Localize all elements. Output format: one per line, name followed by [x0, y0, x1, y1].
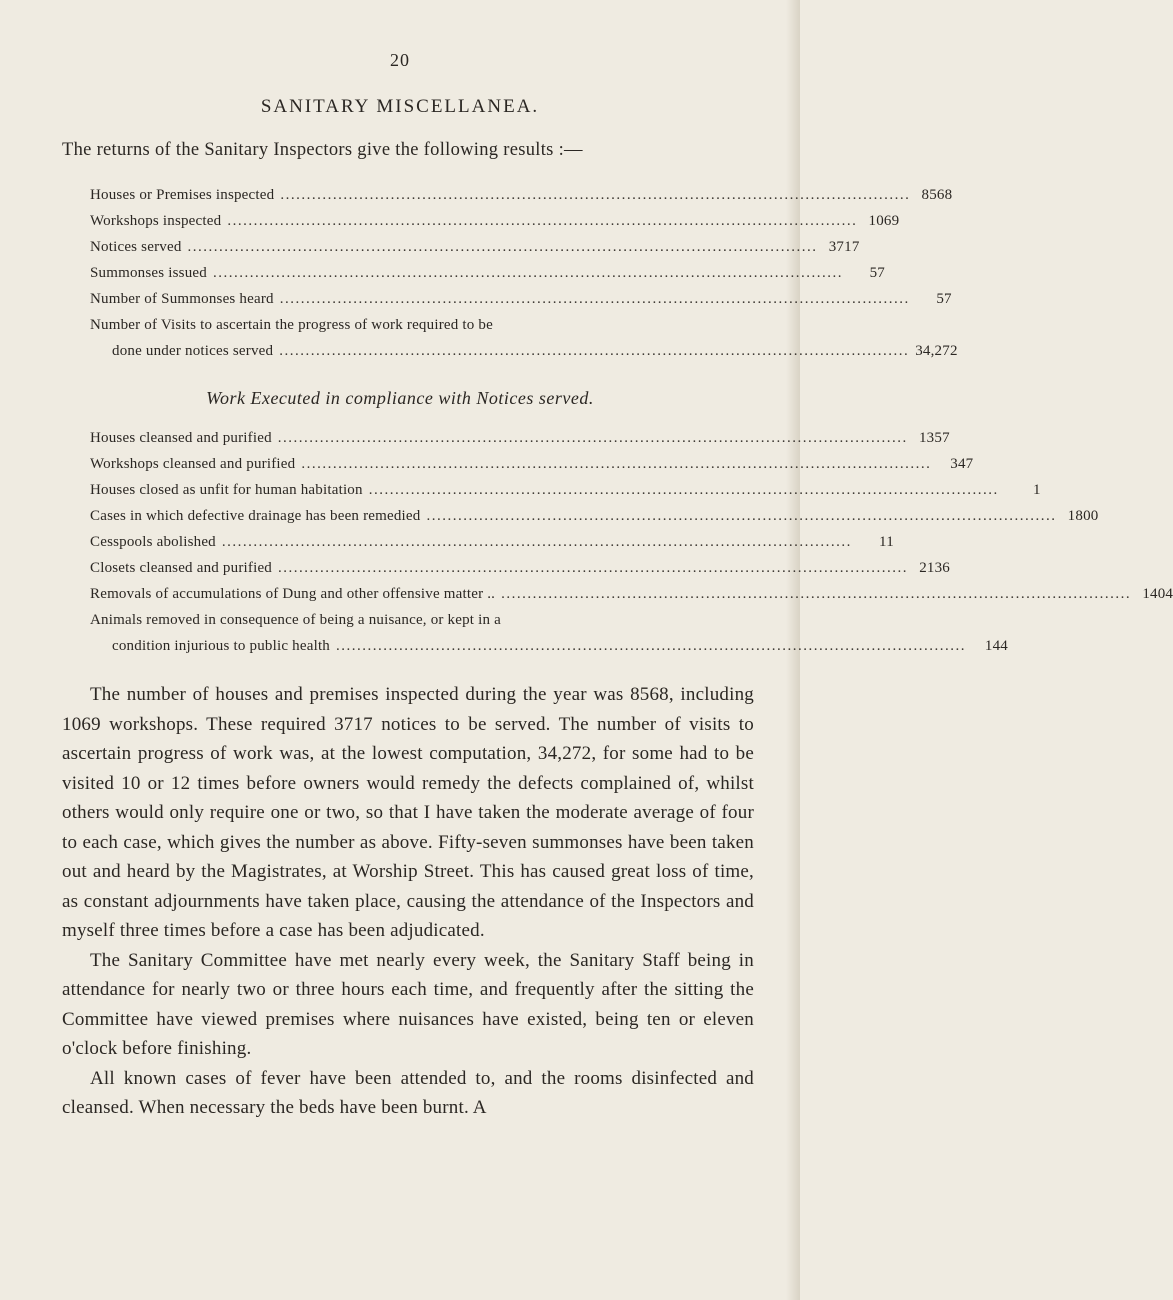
item-label: Removals of accumulations of Dung and other offensive matter .. [90, 586, 496, 602]
leader-dots: ........................................................................................................................ [279, 291, 910, 307]
leader-dots: ........................................................................................................................ [212, 265, 843, 281]
item-value: 1357 [918, 430, 950, 446]
item-value: 1800 [1067, 508, 1099, 524]
item-label: Animals removed in consequence of being a nuisance, or kept in a [90, 612, 502, 628]
paragraph: The Sanitary Committee have met nearly every week, the Sanitary Staff being in attendance for nearly two or three hours each time, and frequently after the sitting the Committee have viewed premises where nuisances have existed, being ten or eleven o'clock before finishing. [62, 949, 754, 1059]
list-item [90, 529, 894, 555]
intro-text: The returns of the Sanitary Inspectors give the following results :— [62, 140, 583, 160]
item-value: 1 [1033, 482, 1041, 498]
item-label: Houses or Premises inspected [90, 187, 275, 203]
item-value: 144 [984, 638, 1009, 654]
item-label: condition injurious to public health [112, 638, 331, 654]
item-value: 11 [879, 534, 894, 550]
work-heading: Work Executed in compliance with Notices served. [206, 388, 594, 408]
body-text [62, 680, 754, 1123]
work-list [90, 425, 1173, 659]
item-label: Houses cleansed and purified [90, 430, 272, 446]
list-item [90, 234, 860, 260]
list-item [90, 286, 952, 312]
item-value: 3717 [828, 239, 860, 255]
item-value: 57 [869, 265, 885, 281]
list-item [90, 581, 1173, 607]
item-label: Notices served [90, 239, 182, 255]
list-item [90, 425, 950, 451]
item-label: Houses closed as unfit for human habitation [90, 482, 363, 498]
item-value: 8568 [921, 187, 953, 203]
list-item [90, 607, 626, 633]
leader-dots: ........................................................................................................................ [277, 430, 908, 446]
item-label: Workshops inspected [90, 213, 222, 229]
results-list [90, 182, 958, 364]
list-item [90, 555, 950, 581]
list-item [90, 477, 1041, 503]
leader-dots: ........................................................................................................................ [279, 343, 910, 359]
leader-dots: ........................................................................................................................ [368, 482, 999, 498]
item-label: Number of Visits to ascertain the progress of work required to be [90, 317, 493, 333]
item-label: Workshops cleansed and purified [90, 456, 296, 472]
item-value: 1069 [868, 213, 900, 229]
leader-dots: ........................................................................................................................ [227, 213, 858, 229]
paragraph: The number of houses and premises inspected during the year was 8568, including 1069 workshops. These required 3717 notices to be served. The number of visits to ascertain progress of work was, at the lowest computation, 34,272, for some had to be visited 10 or 12 times before owners would remedy the defects complained of, whilst others would only require one or two, so that I have taken the moderate average of four to each case, which gives the number as above. Fifty-seven summonses have been taken out and heard by the Magistrates, at Worship Street. This has caused great loss of time, as constant adjournments have taken place, causing the attendance of the Inspectors and myself three times before a case has been adjudicated. [62, 684, 754, 941]
item-label: Cesspools abolished [90, 534, 216, 550]
item-value: 57 [936, 291, 952, 307]
item-value: 1404 [1142, 586, 1173, 602]
item-label: Summonses issued [90, 265, 207, 281]
section-heading: SANITARY MISCELLANEA. [260, 96, 540, 117]
list-item [90, 208, 900, 234]
list-item [90, 503, 1099, 529]
leader-dots: ........................................................................................................................ [501, 586, 1132, 602]
list-item [90, 312, 626, 338]
paragraph: All known cases of fever have been attended to, and the rooms disinfected and cleansed. When necessary the beds have been burnt. A [62, 1067, 754, 1118]
list-item [90, 451, 974, 477]
item-label: Cases in which defective drainage has been remedied [90, 508, 421, 524]
leader-dots: ........................................................................................................................ [280, 187, 911, 203]
item-label: Number of Summonses heard [90, 291, 274, 307]
item-value: 2136 [919, 560, 950, 576]
leader-dots: ........................................................................................................................ [278, 560, 908, 576]
item-label: done under notices served [112, 343, 274, 359]
leader-dots: ........................................................................................................................ [221, 534, 852, 550]
leader-dots: ........................................................................................................................ [426, 508, 1057, 524]
list-item [90, 260, 885, 286]
item-value: 34,272 [915, 343, 958, 359]
page-number: 20 [390, 50, 410, 70]
list-item [90, 182, 953, 208]
leader-dots: ........................................................................................................................ [187, 239, 818, 255]
leader-dots: ........................................................................................................................ [336, 638, 967, 654]
item-value: 347 [950, 456, 974, 472]
item-label: Closets cleansed and purified [90, 560, 272, 576]
leader-dots: ........................................................................................................................ [301, 456, 932, 472]
list-item-continuation [90, 338, 958, 364]
list-item-continuation [90, 633, 1009, 659]
